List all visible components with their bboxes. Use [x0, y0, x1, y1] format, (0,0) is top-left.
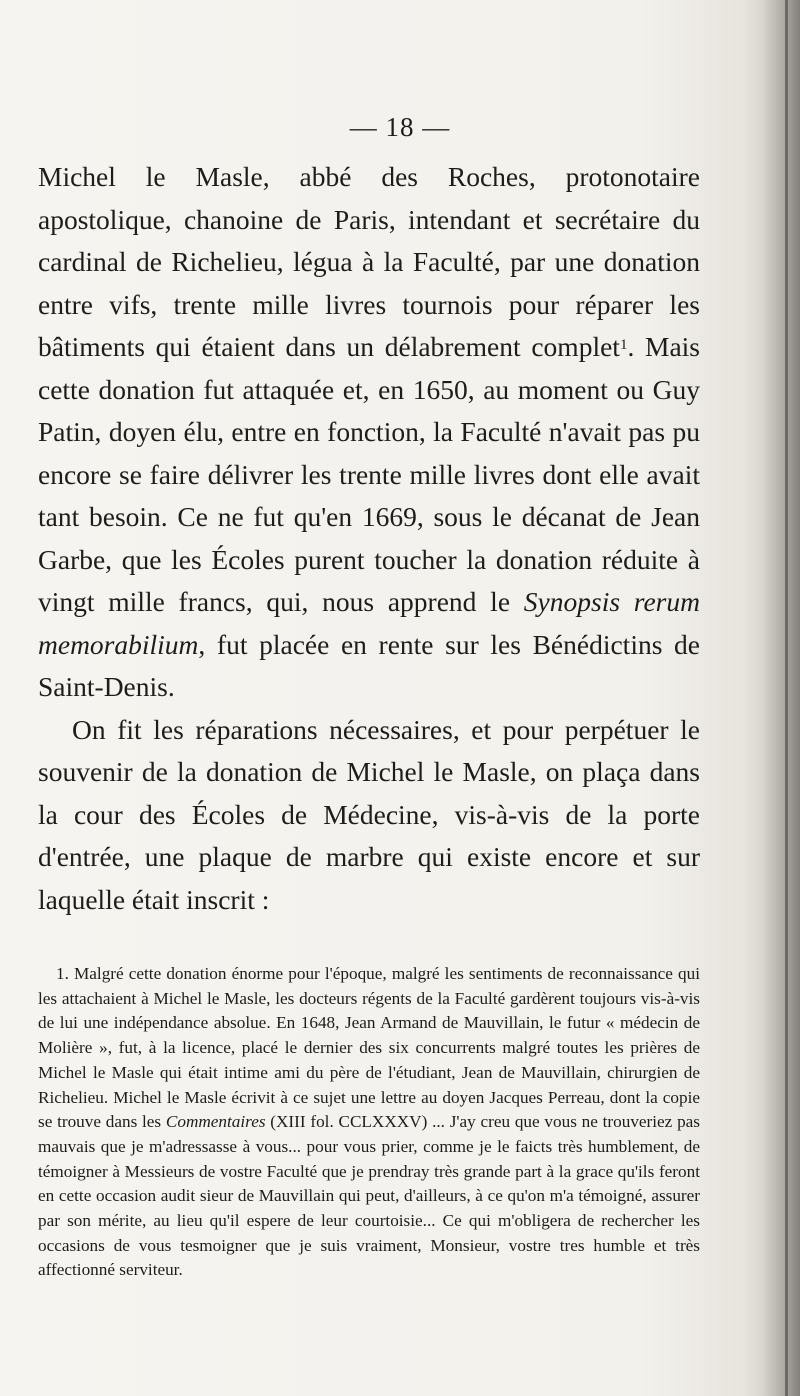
italic-title: Synopsis rerum memorabilium — [38, 586, 700, 660]
paragraph-2: On fit les réparations nécessaires, et pour perpétuer le souvenir de la donation de Michel le Masle, on plaça dans la cour des Écoles de Médecine, vis-à-vis de la porte d'entrée, une plaque de marbre qui existe encore et sur laquelle était inscrit : — [38, 713, 700, 915]
paragraph-1: Michel le Masle, abbé des Roches, protonotaire apostolique, chanoine de Paris, intendant et secrétaire du cardinal de Richelieu, légua à la Faculté, par une donation entre vifs, trente mille livres tournois pour réparer les bâtiments qui étaient dans un délabrement complet$^1$. Mais cette donation fut attaquée et, en 1650, au moment ou Guy Patin, doyen élu, entre en fonction, la Faculté n'avait pas pu encore se faire délivrer les trente mille livres dont elle avait tant besoin. Ce ne fut qu'en 1669, sous le décanat de Jean Garbe, que les Écoles purent toucher la donation réduite à vingt mille francs, qui, nous apprend le Synopsis rerum memorabilium, fut placée en rente sur les Bénédictins de Saint-Denis. — [38, 161, 701, 702]
page-gutter-shadow — [762, 0, 800, 1396]
footnote-ref: 1 — [619, 337, 628, 353]
footnote-1: 1. Malgré cette donation énorme pour l'époque, malgré les sentiments de reconnaissance qui les attachaient à Michel le Masle, les docteurs régents de la Faculté gardèrent toujours vis-à-vis de lui une indépendance absolue. En 1648, Jean Armand de Mauvillain, le futur « médecin de Molière », fut, à la licence, placé le dernier des six concurrents malgré toutes les prières de Michel le Masle qui était intime ami du père de l'étudiant, Jean de Mauvillain, chirurgien de Richelieu. Michel le Masle écrivit à ce sujet une lettre au doyen Jacques Perreau, dont la copie se trouve dans les Commentaires (XIII fol. CCLXXXV) ... J'ay creu que vous ne trouveriez pas mauvais que je m'adressasse à vous... pour vous prier, comme je le faicts très humblement, de témoigner à Messieurs de vostre Faculté que je prendray très grande part à la grace qu'ils feront en cette occasion audit sieur de Mauvillain qui peut, d'ailleurs, à ce qu'on m'a témoigné, assurer par son mérite, au lieu qu'il espere de leur courtoisie... Ce qui m'obligera de rechercher les occasions de vous tesmoigner que je suis vraiment, Monsieur, vostre tres humble et très affectionné serviteur. — [38, 964, 700, 1280]
binding-edge — [785, 0, 788, 1396]
footnote-section — [38, 962, 700, 1283]
main-text — [38, 156, 700, 921]
page-number: — 18 — — [349, 112, 451, 142]
